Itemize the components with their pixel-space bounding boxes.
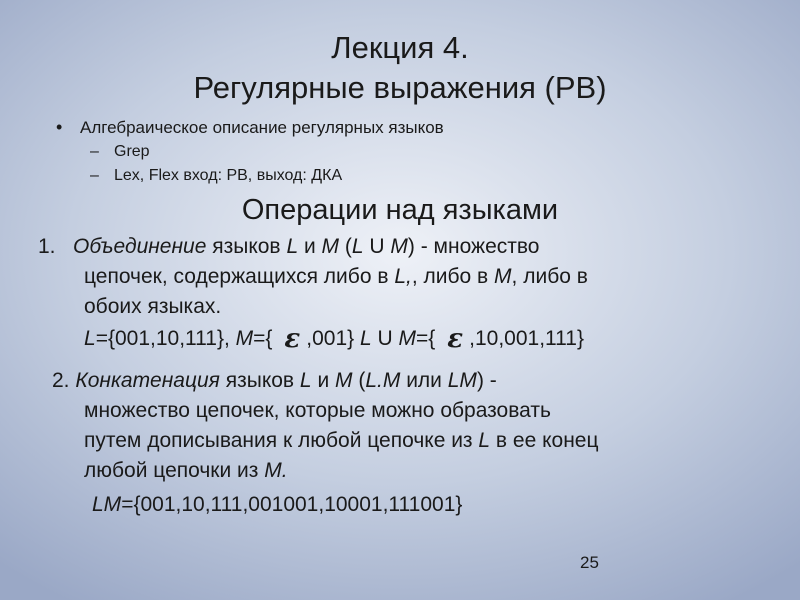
title-line-1: Лекция 4. bbox=[331, 30, 469, 65]
text: и bbox=[298, 235, 322, 258]
text: ={ bbox=[253, 327, 279, 350]
text: путем дописывания к любой цепочке из bbox=[84, 429, 479, 452]
var-LdotM: L.M bbox=[365, 369, 401, 392]
text: ={ bbox=[416, 327, 442, 350]
title-line-2: Регулярные выражения (РВ) bbox=[193, 70, 607, 105]
sub-item-text: Lex, Flex вход: РВ, выход: ДКА bbox=[114, 167, 343, 184]
var-L: L bbox=[286, 235, 299, 258]
item2-line-2: множество цепочек, которые можно образовать bbox=[84, 399, 551, 422]
page-number: 25 bbox=[580, 553, 599, 572]
text: , либо в bbox=[411, 265, 495, 288]
var-L: L bbox=[360, 327, 372, 350]
text: ) - bbox=[476, 369, 497, 392]
item2-line-4 bbox=[84, 457, 288, 485]
item1-line-3: обоих языках. bbox=[84, 295, 222, 318]
section-heading: Операции над языками bbox=[241, 194, 559, 226]
text: языков bbox=[219, 369, 300, 392]
epsilon-symbol: ε bbox=[284, 324, 301, 354]
text: ,001} bbox=[306, 327, 360, 350]
var-M: M bbox=[398, 327, 417, 350]
text: в ее конец bbox=[490, 429, 599, 452]
item2-number: 2. bbox=[52, 369, 70, 392]
union-symbol: U bbox=[371, 327, 399, 350]
text: ={001,10,111,001001,10001,111001} bbox=[121, 493, 463, 516]
var-M: M bbox=[264, 459, 282, 482]
bullet-marker: • bbox=[56, 117, 63, 137]
var-L: L bbox=[394, 265, 407, 288]
sub-item-dash: – bbox=[90, 143, 99, 160]
item1-example bbox=[84, 325, 584, 353]
var-M: M bbox=[390, 235, 408, 258]
text: ={001,10,111}, bbox=[95, 327, 236, 350]
union-symbol: U bbox=[363, 235, 391, 258]
text: , либо в bbox=[511, 265, 588, 288]
sub-item-text: Grep bbox=[114, 143, 150, 160]
text: и bbox=[311, 369, 336, 392]
text: языков bbox=[206, 235, 287, 258]
epsilon-symbol: ε bbox=[447, 324, 464, 354]
item1-line-2 bbox=[84, 263, 588, 291]
var-M: M bbox=[335, 369, 353, 392]
item2-line-3 bbox=[84, 427, 599, 455]
slide-title bbox=[0, 28, 800, 108]
text: ,10,001,111} bbox=[469, 327, 584, 350]
sub-item-dash: – bbox=[90, 167, 99, 184]
var-M: M bbox=[321, 235, 340, 258]
item1-line-1 bbox=[38, 233, 539, 261]
bullet-text: Алгебраическое описание регулярных языков bbox=[80, 118, 444, 137]
var-M: M bbox=[494, 265, 512, 288]
text: . bbox=[281, 459, 288, 482]
var-L: L bbox=[478, 429, 491, 452]
text: ( bbox=[352, 369, 366, 392]
text: ) - множество bbox=[407, 235, 540, 258]
var-L: L bbox=[351, 235, 364, 258]
var-L: L bbox=[84, 327, 96, 350]
text: или bbox=[400, 369, 448, 392]
item1-term: Объединение bbox=[73, 235, 207, 258]
text: ( bbox=[339, 235, 352, 258]
item2-example bbox=[92, 491, 462, 519]
item2-term: Конкатенация bbox=[75, 369, 220, 392]
var-LM: LM bbox=[92, 493, 122, 516]
var-M: M bbox=[235, 327, 254, 350]
var-LM: LM bbox=[447, 369, 477, 392]
text: цепочек, содержащихся либо в bbox=[84, 265, 395, 288]
text: , bbox=[406, 265, 412, 288]
text: любой цепочки из bbox=[84, 459, 265, 482]
var-L: L bbox=[299, 369, 312, 392]
item2-line-1 bbox=[52, 367, 497, 395]
item1-number: 1. bbox=[38, 235, 56, 258]
